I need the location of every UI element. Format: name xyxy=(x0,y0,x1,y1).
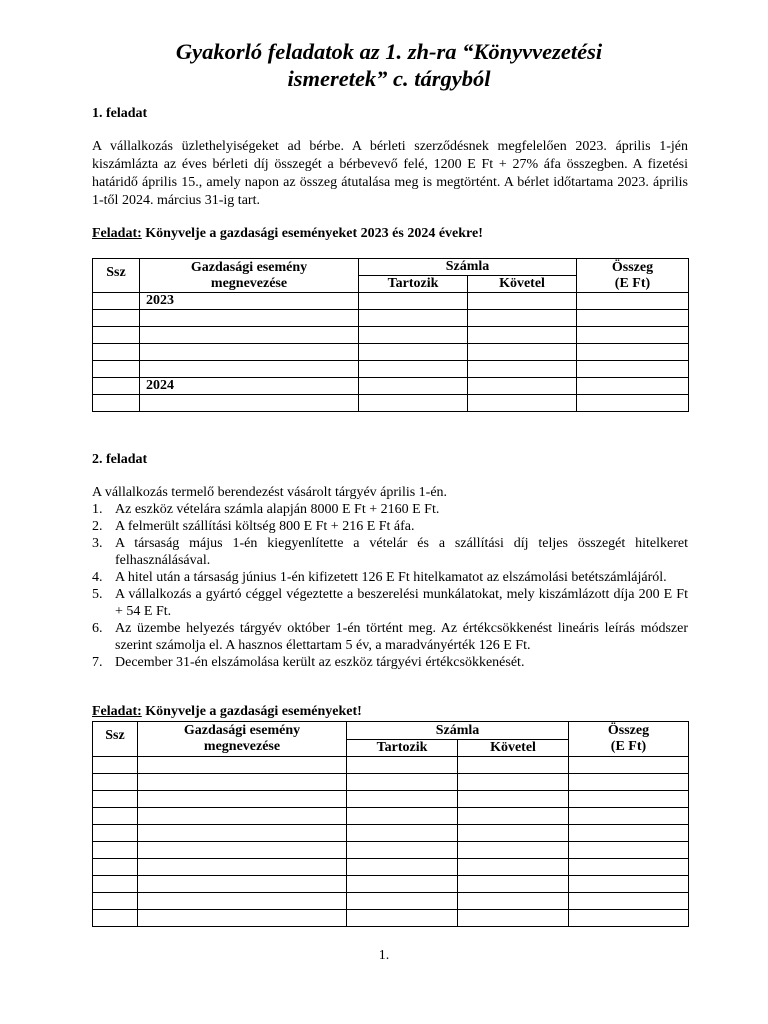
cell-amount[interactable] xyxy=(577,378,689,395)
cell-credit[interactable] xyxy=(458,842,569,859)
cell-amount[interactable] xyxy=(569,757,689,774)
cell-ssz[interactable] xyxy=(93,876,138,893)
table-row xyxy=(93,344,689,361)
page-number: 1. xyxy=(378,948,390,963)
cell-amount[interactable] xyxy=(569,859,689,876)
cell-debit[interactable] xyxy=(347,876,458,893)
table-row xyxy=(93,842,689,859)
task1-col-amount-line2: (E Ft) xyxy=(614,275,651,291)
cell-debit[interactable] xyxy=(347,757,458,774)
cell-debit[interactable] xyxy=(359,378,468,395)
table-row xyxy=(93,757,689,774)
title-line-2: ismeretek” c. tárgyból xyxy=(287,66,491,91)
task2-col-amount xyxy=(569,722,689,757)
table-row xyxy=(93,893,689,910)
cell-ssz[interactable] xyxy=(93,910,138,927)
cell-debit[interactable] xyxy=(347,893,458,910)
table-row xyxy=(93,791,689,808)
cell-ssz[interactable] xyxy=(93,791,138,808)
cell-event[interactable] xyxy=(138,876,347,893)
cell-credit[interactable] xyxy=(468,344,577,361)
list-item xyxy=(92,569,688,586)
task2-col-debit: Tartozik xyxy=(347,740,458,757)
cell-event[interactable] xyxy=(140,361,359,378)
task2-item-list xyxy=(92,501,688,671)
cell-amount[interactable] xyxy=(569,791,689,808)
cell-ssz[interactable] xyxy=(93,859,138,876)
cell-credit[interactable] xyxy=(458,825,569,842)
task1-col-event-line2: megnevezése xyxy=(210,275,288,291)
cell-ssz[interactable] xyxy=(93,344,140,361)
cell-ssz[interactable] xyxy=(93,310,140,327)
cell-debit[interactable] xyxy=(347,842,458,859)
cell-ssz[interactable] xyxy=(93,361,140,378)
cell-debit[interactable] xyxy=(359,310,468,327)
cell-credit[interactable] xyxy=(468,310,577,327)
item-number: 3. xyxy=(92,536,103,551)
task1-heading: 1. feladat xyxy=(92,106,148,121)
task1-assignment-label: Feladat: xyxy=(92,226,142,241)
cell-event[interactable] xyxy=(138,808,347,825)
cell-credit[interactable] xyxy=(468,395,577,412)
cell-ssz[interactable] xyxy=(93,293,140,310)
cell-debit[interactable] xyxy=(347,859,458,876)
cell-event[interactable] xyxy=(140,327,359,344)
task1-assignment-text: Könyvelje a gazdasági eseményeket 2023 és 2024 évekre! xyxy=(141,226,483,241)
table-row xyxy=(93,378,689,395)
item-text: A társaság május 1-én kiegyenlítette a vételár és a szállítási díj teljes összegét hitelkeret felhasználásával. xyxy=(115,536,688,568)
task1-col-amount-line1: Összeg xyxy=(611,259,654,275)
list-item xyxy=(92,620,688,654)
list-item xyxy=(92,501,688,518)
cell-credit[interactable] xyxy=(468,327,577,344)
task2-col-amount-line1: Összeg xyxy=(607,723,650,738)
table-row xyxy=(93,310,689,327)
cell-debit[interactable] xyxy=(359,361,468,378)
item-text: A hitel után a társaság június 1-én kifizetett 126 E Ft hitelkamatot az elszámolási betétszámlájáról. xyxy=(115,570,667,585)
task1-col-ssz: Ssz xyxy=(93,259,140,293)
cell-event[interactable] xyxy=(138,757,347,774)
cell-debit[interactable] xyxy=(347,791,458,808)
cell-amount[interactable] xyxy=(577,395,689,412)
task2-assignment-text: Könyvelje a gazdasági eseményeket! xyxy=(141,704,362,719)
cell-credit[interactable] xyxy=(458,893,569,910)
cell-ssz[interactable] xyxy=(93,893,138,910)
table-row xyxy=(93,808,689,825)
cell-event[interactable] xyxy=(140,310,359,327)
cell-debit[interactable] xyxy=(359,344,468,361)
cell-credit[interactable] xyxy=(458,774,569,791)
cell-amount[interactable] xyxy=(577,344,689,361)
list-item xyxy=(92,535,688,569)
cell-credit[interactable] xyxy=(458,808,569,825)
cell-event[interactable] xyxy=(138,893,347,910)
cell-debit[interactable] xyxy=(359,293,468,310)
cell-debit[interactable] xyxy=(347,825,458,842)
item-number: 2. xyxy=(92,519,103,534)
cell-event[interactable] xyxy=(138,842,347,859)
cell-ssz[interactable] xyxy=(93,395,140,412)
task2-heading: 2. feladat xyxy=(92,452,148,467)
cell-debit[interactable] xyxy=(347,910,458,927)
item-number: 5. xyxy=(92,587,103,602)
cell-amount[interactable] xyxy=(577,310,689,327)
item-number: 4. xyxy=(92,570,103,585)
cell-credit[interactable] xyxy=(468,293,577,310)
cell-debit[interactable] xyxy=(347,774,458,791)
task1-col-account: Számla xyxy=(359,259,577,276)
cell-ssz[interactable] xyxy=(93,757,138,774)
cell-ssz[interactable] xyxy=(93,808,138,825)
task1-col-event xyxy=(140,259,359,293)
item-number: 7. xyxy=(92,655,103,670)
task2-header-row-1 xyxy=(93,722,689,740)
cell-amount[interactable] xyxy=(569,842,689,859)
task1-year-2023: 2023 xyxy=(140,293,359,310)
item-text: December 31-én elszámolása került az eszköz tárgyévi értékcsökkenését. xyxy=(115,655,525,670)
cell-amount[interactable] xyxy=(577,361,689,378)
cell-amount[interactable] xyxy=(577,293,689,310)
cell-event[interactable] xyxy=(138,859,347,876)
table-row xyxy=(93,825,689,842)
table-row xyxy=(93,293,689,310)
task1-header-row-1 xyxy=(93,259,689,276)
cell-ssz[interactable] xyxy=(93,842,138,859)
cell-credit[interactable] xyxy=(458,757,569,774)
table-row xyxy=(93,361,689,378)
task1-ledger-table xyxy=(92,258,689,412)
item-text: A vállalkozás a gyártó céggel végeztette a beszerelési munkálatokat, mely kiszámlázott díja 200 E Ft + 54 E Ft. xyxy=(115,587,688,619)
list-item xyxy=(92,518,688,535)
table-row xyxy=(93,327,689,344)
cell-credit[interactable] xyxy=(468,361,577,378)
cell-amount[interactable] xyxy=(569,893,689,910)
cell-event[interactable] xyxy=(138,825,347,842)
cell-credit[interactable] xyxy=(468,378,577,395)
task1-col-amount xyxy=(577,259,689,293)
cell-credit[interactable] xyxy=(458,859,569,876)
task2-col-event xyxy=(138,722,347,757)
cell-amount[interactable] xyxy=(569,825,689,842)
cell-event[interactable] xyxy=(140,395,359,412)
cell-ssz[interactable] xyxy=(93,327,140,344)
cell-amount[interactable] xyxy=(577,327,689,344)
task1-year-2024: 2024 xyxy=(140,378,359,395)
table-row xyxy=(93,774,689,791)
task2-col-ssz: Ssz xyxy=(93,722,138,757)
task1-col-credit: Követel xyxy=(468,276,577,293)
list-item xyxy=(92,654,688,671)
table-row xyxy=(93,395,689,412)
item-text: Az eszköz vételára számla alapján 8000 E Ft + 2160 E Ft. xyxy=(115,502,440,517)
cell-debit[interactable] xyxy=(347,808,458,825)
task2-col-credit: Követel xyxy=(458,740,569,757)
item-number: 1. xyxy=(92,502,103,517)
task2-ledger-table xyxy=(92,721,689,927)
task2-col-account: Számla xyxy=(347,722,569,740)
cell-event[interactable] xyxy=(138,791,347,808)
cell-ssz[interactable] xyxy=(93,378,140,395)
cell-amount[interactable] xyxy=(569,876,689,893)
table-row xyxy=(93,876,689,893)
cell-credit[interactable] xyxy=(458,791,569,808)
task2-intro: A vállalkozás termelő berendezést vásárolt tárgyév április 1-én. xyxy=(92,485,448,500)
task2-col-amount-line2: (E Ft) xyxy=(610,739,647,754)
cell-amount[interactable] xyxy=(569,774,689,791)
cell-debit[interactable] xyxy=(359,327,468,344)
task1-col-debit: Tartozik xyxy=(359,276,468,293)
task1-assignment xyxy=(92,226,483,242)
title-line-1: Gyakorló feladatok az 1. zh-ra “Könyvvezetési xyxy=(175,39,603,64)
item-number: 6. xyxy=(92,621,103,636)
task1-col-event-line1: Gazdasági esemény xyxy=(190,259,308,275)
table-row xyxy=(93,859,689,876)
cell-ssz[interactable] xyxy=(93,774,138,791)
item-text: Az üzembe helyezés tárgyév október 1-én történt meg. Az értékcsökkenést lineáris leírás módszer szerint számolja el. A hasznos élettartam 5 év, a maradványérték 126 E Ft. xyxy=(115,621,688,653)
cell-amount[interactable] xyxy=(569,808,689,825)
cell-amount[interactable] xyxy=(569,910,689,927)
task2-assignment xyxy=(92,704,362,720)
cell-credit[interactable] xyxy=(458,876,569,893)
cell-event[interactable] xyxy=(138,910,347,927)
cell-debit[interactable] xyxy=(359,395,468,412)
task2-col-event-line1: Gazdasági esemény xyxy=(183,723,301,738)
task2-assignment-label: Feladat: xyxy=(92,704,142,719)
page-title xyxy=(90,38,688,92)
table-row xyxy=(93,910,689,927)
cell-credit[interactable] xyxy=(458,910,569,927)
cell-event[interactable] xyxy=(140,344,359,361)
task1-paragraph: A vállalkozás üzlethelyiségeket ad bérbe. A bérleti szerződésnek megfelelően 2023. április 1-jén kiszámlázta az éves bérleti díj összegét a bérbevevő felé, 1200 E Ft + 27% áfa összegben. A fizetési határidő április 15., amely napon az összeg átutalása meg is megtörtént. A bérlet időtartama 2023. április 1-től 2024. március 31-ig tart. xyxy=(92,139,688,208)
cell-ssz[interactable] xyxy=(93,825,138,842)
cell-event[interactable] xyxy=(138,774,347,791)
list-item xyxy=(92,586,688,620)
task2-col-event-line2: megnevezése xyxy=(203,739,281,754)
item-text: A felmerült szállítási költség 800 E Ft + 216 E Ft áfa. xyxy=(115,519,415,534)
